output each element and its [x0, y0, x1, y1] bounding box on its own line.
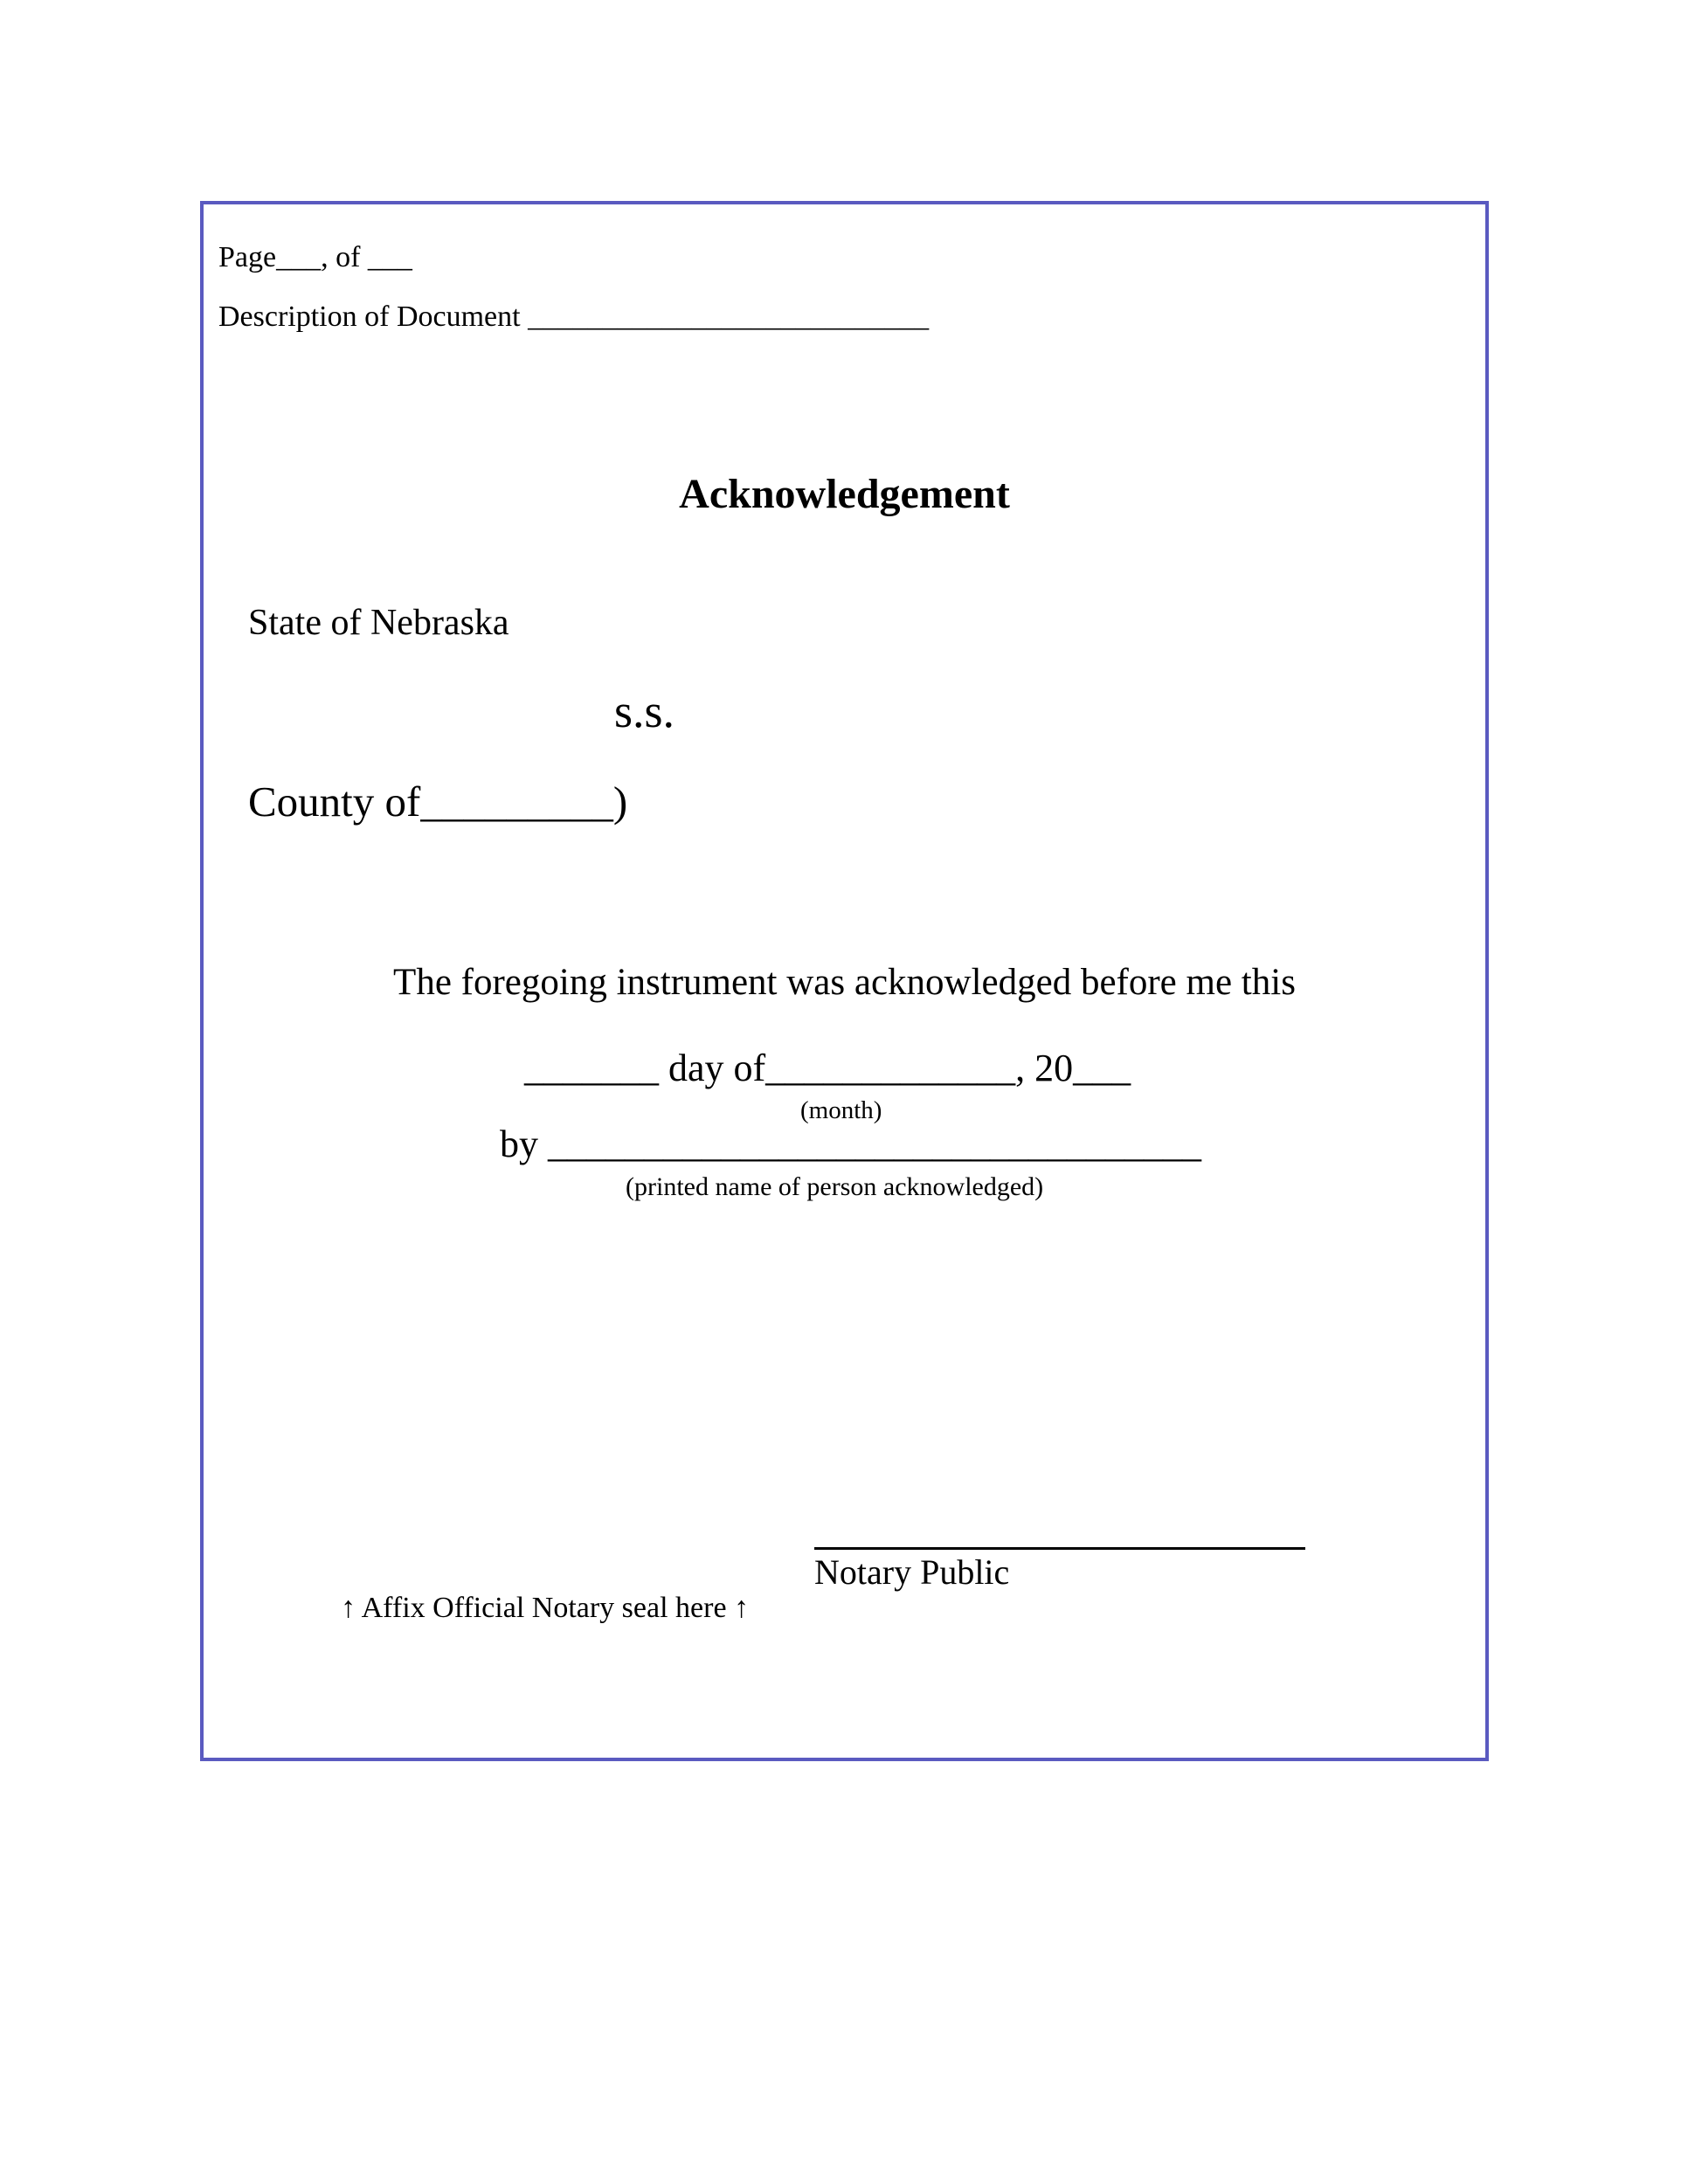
- acknowledgement-sentence: The foregoing instrument was acknowledged before me this: [393, 962, 1296, 1003]
- by-blank-line: by __________________________________: [500, 1123, 1201, 1165]
- notary-signature-line: [814, 1547, 1305, 1550]
- document-title: Acknowledgement: [679, 471, 1010, 517]
- affix-seal-note: ↑ Affix Official Notary seal here ↑: [341, 1592, 750, 1624]
- date-blank-line: _______ day of_____________, 20___: [524, 1047, 1131, 1089]
- county-line: County of_________): [248, 778, 628, 826]
- description-of-document-line: Description of Document ___________________________: [218, 301, 930, 333]
- printed-name-hint-label: (printed name of person acknowledged): [626, 1172, 1044, 1201]
- state-line: State of Nebraska: [248, 603, 509, 643]
- page-number-line: Page___, of ___: [218, 241, 412, 273]
- notary-public-label: Notary Public: [814, 1552, 1010, 1592]
- month-hint-label: (month): [800, 1096, 882, 1124]
- ss-abbreviation: s.s.: [614, 685, 675, 737]
